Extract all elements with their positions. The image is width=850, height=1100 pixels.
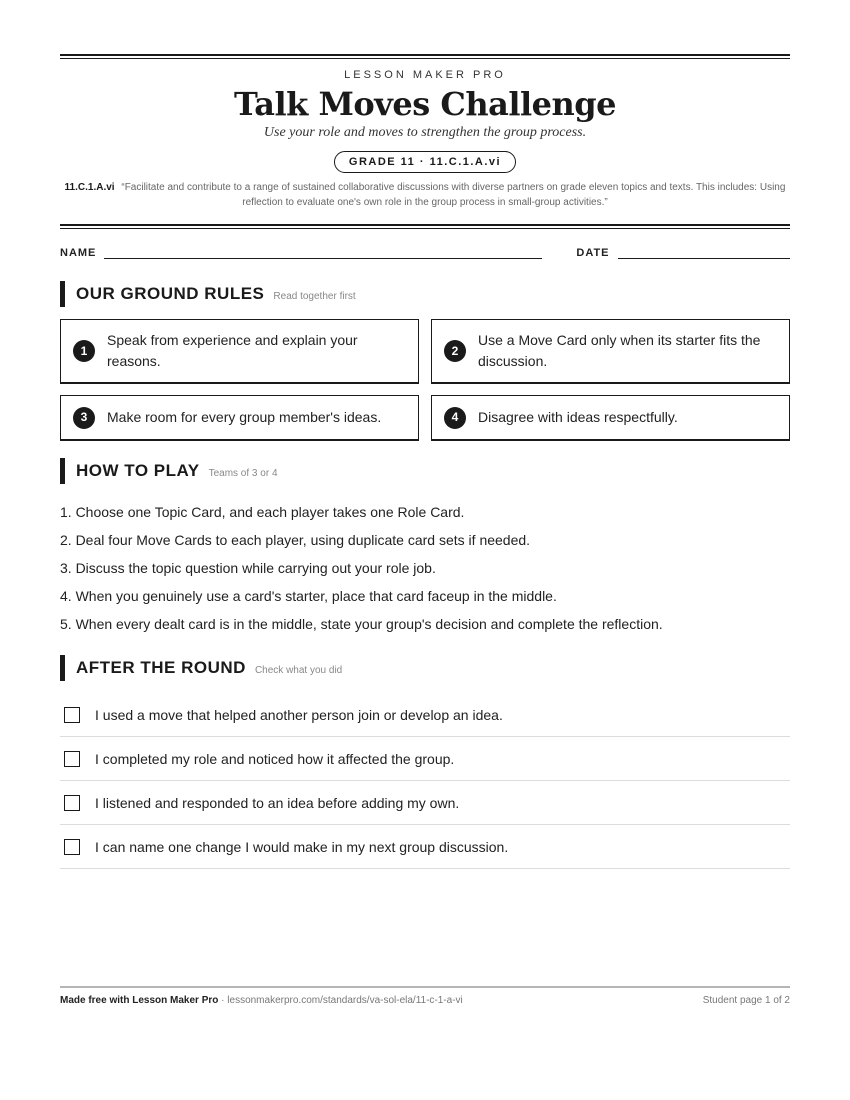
- top-double-rule: [60, 54, 790, 59]
- after-round-heading: [60, 655, 790, 681]
- checklist-row: [60, 781, 790, 825]
- checkbox[interactable]: [64, 751, 80, 767]
- standard-code: 11.C.1.A.vi: [64, 182, 115, 193]
- how-to-play-title: HOW TO PLAY: [76, 461, 200, 480]
- checkbox[interactable]: [64, 795, 80, 811]
- header-bottom-double-rule: [60, 224, 790, 229]
- checklist-text: I completed my role and noticed how it affected the group.: [95, 750, 455, 767]
- step-item: 1. Choose one Topic Card, and each player takes one Role Card.: [60, 504, 465, 520]
- footer-url: · lessonmakerpro.com/standards/va-sol-ela/11-c-1-a-vi: [221, 995, 463, 1006]
- rule-number-badge: 4: [444, 407, 466, 429]
- ground-rule-card: [431, 395, 790, 441]
- checklist-text: I can name one change I would make in my next group discussion.: [95, 838, 509, 855]
- rule-number-badge: 2: [444, 340, 466, 362]
- footer-credit: [60, 995, 463, 1006]
- page-title: Talk Moves Challenge: [234, 85, 616, 123]
- step-item: 4. When you genuinely use a card's starter, place that card faceup in the middle.: [60, 588, 557, 604]
- date-label: DATE: [576, 247, 610, 259]
- step-item: 5. When every dealt card is in the middle, state your group's decision and complete the reflection.: [60, 616, 663, 632]
- how-to-play-note: Teams of 3 or 4: [208, 468, 278, 479]
- name-label: NAME: [60, 247, 97, 259]
- worksheet-page: [60, 54, 790, 869]
- grade-badge-wrap: [60, 151, 790, 173]
- rule-text: Make room for every group member's ideas.: [107, 409, 382, 425]
- brand-name: LESSON MAKER PRO: [344, 69, 506, 81]
- date-field-line[interactable]: [618, 248, 790, 259]
- after-round-title: AFTER THE ROUND: [76, 658, 246, 677]
- ground-rule-card: [60, 395, 419, 441]
- ground-rule-card: [431, 319, 790, 384]
- ground-rules-note: Read together first: [273, 291, 356, 302]
- step-item: 2. Deal four Move Cards to each player, using duplicate card sets if needed.: [60, 532, 531, 548]
- checklist-text: I used a move that helped another person join or develop an idea.: [95, 706, 503, 723]
- checklist-text: I listened and responded to an idea before adding my own.: [95, 794, 460, 811]
- page-subtitle: Use your role and moves to strengthen the group process.: [263, 125, 587, 140]
- how-to-play-heading: [60, 458, 790, 484]
- standard-description: [60, 180, 790, 210]
- ground-rules-grid: [60, 319, 790, 441]
- name-date-row: [60, 247, 790, 259]
- checkbox[interactable]: [64, 839, 80, 855]
- rule-number-badge: 3: [73, 407, 95, 429]
- checklist-row: [60, 693, 790, 737]
- ground-rules-title: OUR GROUND RULES: [76, 284, 265, 303]
- grade-badge: GRADE 11 · 11.C.1.A.vi: [334, 151, 516, 173]
- how-to-play-steps: [60, 498, 790, 638]
- ground-rule-card: [60, 319, 419, 384]
- name-field-line[interactable]: [104, 248, 542, 259]
- standard-text: “Facilitate and contribute to a range of sustained collaborative discussions with diverse partners on grade eleven topics and texts. This includes: Using reflection to evaluate one's own role in the group process in small-group activities.”: [121, 182, 786, 208]
- page-footer: [60, 986, 790, 1006]
- reflection-checklist: [60, 693, 790, 869]
- footer-made-with: Made free with Lesson Maker Pro: [60, 995, 219, 1006]
- footer-page-number: Student page 1 of 2: [702, 995, 790, 1006]
- step-item: 3. Discuss the topic question while carrying out your role job.: [60, 560, 436, 576]
- checklist-row: [60, 737, 790, 781]
- checklist-row: [60, 825, 790, 869]
- checkbox[interactable]: [64, 707, 80, 723]
- rule-text: Disagree with ideas respectfully.: [478, 409, 678, 425]
- rule-text: Use a Move Card only when its starter fits the discussion.: [478, 332, 761, 369]
- ground-rules-heading: [60, 281, 790, 307]
- after-round-note: Check what you did: [254, 665, 343, 676]
- rule-number-badge: 1: [73, 340, 95, 362]
- rule-text: Speak from experience and explain your reasons.: [107, 332, 358, 369]
